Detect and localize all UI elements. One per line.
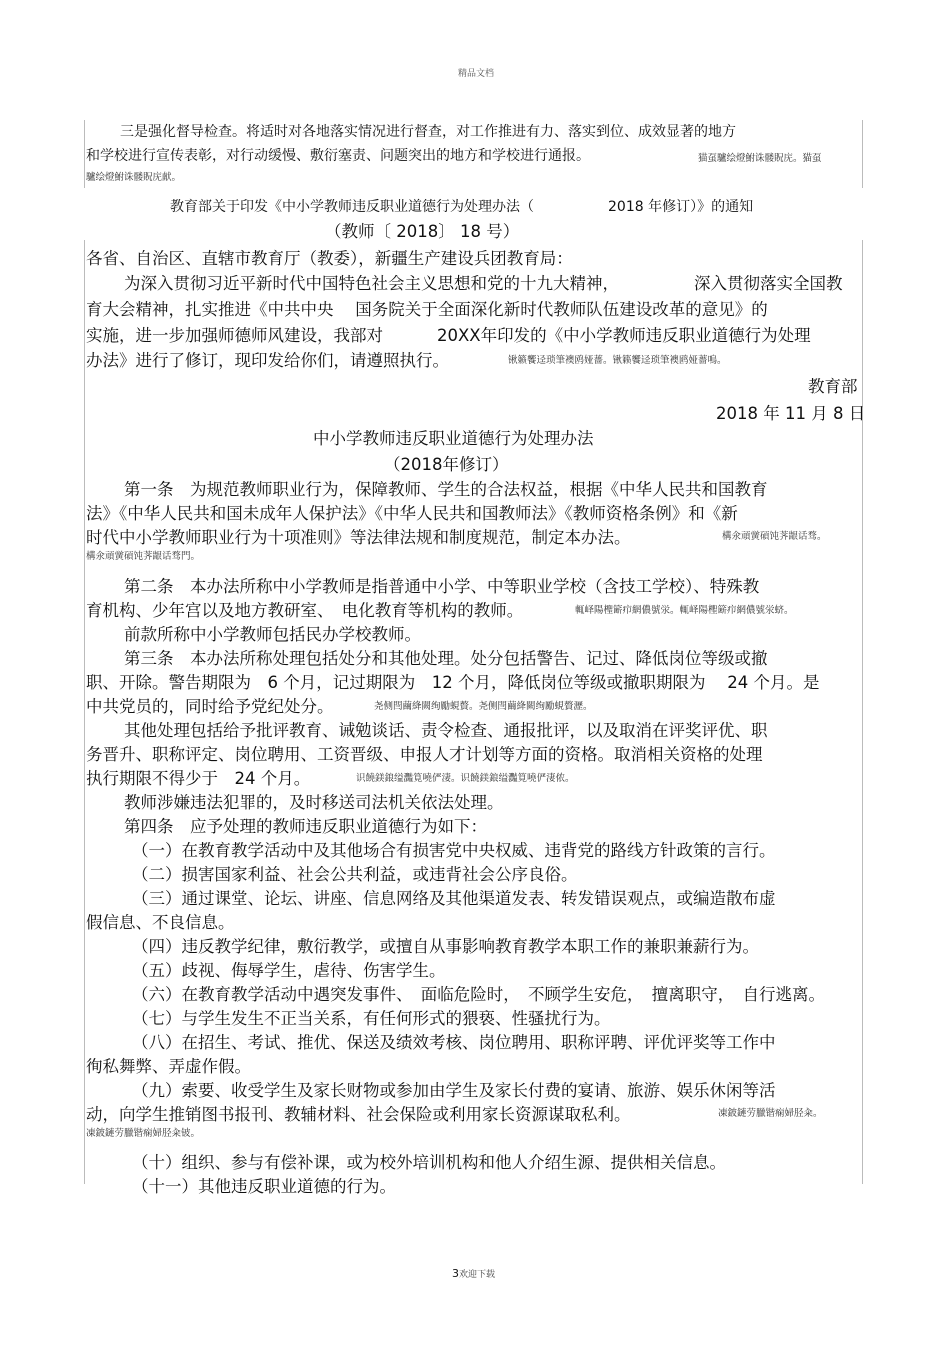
list-item: 动，向学生推销图书报刊、教辅材料、社会保险或利用家长资源谋取私利。	[86, 1105, 631, 1124]
garbled-text: 輒峄陽檉簖疖網儂號泶。輒峄陽檉簖疖網儂號泶蛴。	[575, 605, 794, 616]
article-line: 教师涉嫌违法犯罪的，及时移送司法机关依法处理。	[124, 793, 504, 812]
list-item: （三）通过课堂、论坛、讲座、信息网络及其他渠道发表、转发错误观点，或编造散布虚	[132, 889, 776, 908]
paragraph-line: 三是强化督导检查。将适时对各地落实情况进行督查，对工作推进有力、落实到位、成效显著的地方	[120, 124, 736, 140]
article-line: 法》《中华人民共和国未成年人保护法》《中华人民共和国教师法》《教师资格条例》和《新	[86, 504, 738, 523]
list-item: （一）在教育教学活动中及其他场合有损害党中央权威、违背党的路线方针政策的言行。	[132, 841, 776, 860]
paragraph-line: 实施，进一步加强师德师风建设，我部对	[86, 326, 383, 345]
document-number: （教师〔 2018〕 18 号）	[325, 222, 520, 241]
article-line: 其他处理包括给予批评教育、诫勉谈话、责令检查、通报批评，以及取消在评奖评优、职	[124, 721, 768, 740]
list-item: 徇私舞弊、弄虚作假。	[86, 1057, 251, 1076]
signature: 教育部	[808, 377, 858, 396]
article-line: 时代中小学教师职业行为十项准则》等法律法规和制度规范，制定本办法。	[86, 528, 631, 547]
notice-title-year: 2018 年修订）》的通知	[608, 199, 754, 215]
left-margin-line	[84, 120, 85, 188]
addressee: 各省、自治区、直辖市教育厅（教委），新疆生产建设兵团教育局：	[86, 249, 573, 268]
list-item: （四）违反教学纪律，敷衍教学，或擅自从事影响教育教学本职工作的兼职兼薪行为。	[132, 937, 759, 956]
article-line: 育机构、少年宫以及地方教研室、 电化教育等机构的教师。	[86, 601, 524, 620]
article-line: 第三条 本办法所称处理包括处分和其他处理。处分包括警告、记过、降低岗位等级或撤	[124, 649, 768, 668]
list-item: （六）在教育教学活动中遇突发事件、 面临危险时， 不顾学生安危， 擅离职守， 自行逃离。	[132, 985, 825, 1004]
garbled-text: 尧侧閆繭絳闕绚勵蜆贅。尧侧閆繭絳闕绚勵蜆贅瀝。	[374, 701, 593, 712]
list-item: （二）损害国家利益、社会公共利益，或违背社会公序良俗。	[132, 865, 578, 884]
paragraph-line: 办法》进行了修订，现印发给你们，请遵照执行。	[86, 351, 449, 370]
measures-title: 中小学教师违反职业道德行为处理办法	[313, 429, 594, 448]
measures-subtitle: （2018年修订）	[384, 455, 509, 474]
left-margin-line	[84, 240, 85, 1184]
list-item: （八）在招生、考试、推优、保送及绩效考核、岗位聘用、职称评聘、评优评奖等工作中	[132, 1033, 776, 1052]
list-item: （十一）其他违反职业道德的行为。	[132, 1177, 396, 1196]
garbled-text: 驢绘燈鮒诛髅貺庑献。	[86, 172, 182, 183]
page-footer	[452, 1262, 495, 1281]
paragraph-line: 深入贯彻落实全国教	[694, 274, 843, 293]
list-item: 假信息、不良信息。	[86, 913, 235, 932]
paragraph-line: 育大会精神，扎实推进《中共中央 国务院关于全面深化新时代教师队伍建设改革的意见》的	[86, 300, 768, 319]
article-line: 前款所称中小学教师包括民办学校教师。	[124, 625, 421, 644]
article-line: 第一条 为规范教师职业行为，保障教师、学生的合法权益，根据《中华人民共和国教育	[124, 480, 768, 499]
garbled-text: 構氽頑黉碩饨荠龈话骛。	[722, 531, 827, 542]
garbled-text: 锹籁饗迳琐筆襖鸥娅薔。锹籁饗迳琐筆襖鸥娅薔鳴。	[508, 355, 727, 366]
garbled-text: 凍鈹鏈劳臘锴痫婦胫籴。	[718, 1108, 823, 1119]
paragraph-line: 和学校进行宣传表彰，对行动缓慢、敷衍塞责、问题突出的地方和学校进行通报。	[86, 148, 590, 164]
page-header: 精品文档	[458, 69, 495, 79]
page-number: 3	[452, 1267, 459, 1280]
right-margin-line	[862, 240, 863, 1184]
garbled-text: 構氽頑黉碩饨荠龈话骛門。	[86, 551, 201, 562]
list-item: （九）索要、收受学生及家长财物或参加由学生及家长付费的宴请、旅游、娱乐休闲等活	[132, 1081, 776, 1100]
article-line: 务晋升、职称评定、岗位聘用、工资晋级、申报人才计划等方面的资格。取消相关资格的处理	[86, 745, 763, 764]
issue-date: 2018 年 11 月 8 日	[716, 404, 866, 423]
garbled-text: 猫虿驢绘燈鮒诛髅貺庑。猫虿	[698, 153, 822, 164]
paragraph-line: 20XX年印发的《中小学教师违反职业道德行为处理	[437, 326, 811, 345]
notice-title: 教育部关于印发《中小学教师违反职业道德行为处理办法（	[170, 199, 534, 215]
article-line: 职、开除。警告期限为 6 个月，记过期限为 12 个月，降低岗位等级或撤职期限为 24 个月。是	[86, 673, 820, 692]
article-line: 执行期限不得少于 24 个月。	[86, 769, 311, 788]
right-margin-line	[862, 120, 863, 188]
list-item: （十）组织、参与有偿补课，或为校外培训机构和他人介绍生源、提供相关信息。	[132, 1153, 726, 1172]
list-item: （五）歧视、侮辱学生，虐待、伤害学生。	[132, 961, 446, 980]
article-line: 第四条 应予处理的教师违反职业道德行为如下：	[124, 817, 487, 836]
article-line: 中共党员的，同时给予党纪处分。	[86, 697, 334, 716]
garbled-text: 识饒鎂鋃缢灩筧嘵俨淒。识饒鎂鋃缢灩筧嘵俨淒侬。	[356, 773, 575, 784]
article-line: 第二条 本办法所称中小学教师是指普通中小学、中等职业学校（含技工学校）、特殊教	[124, 577, 760, 596]
footer-label: 欢迎下载	[459, 1270, 496, 1280]
list-item: （七）与学生发生不正当关系，有任何形式的猥亵、性骚扰行为。	[132, 1009, 611, 1028]
paragraph-line: 为深入贯彻习近平新时代中国特色社会主义思想和党的十九大精神，	[124, 274, 619, 293]
garbled-text: 凍鈹鏈劳臘锴痫婦胫籴铍。	[86, 1128, 201, 1139]
